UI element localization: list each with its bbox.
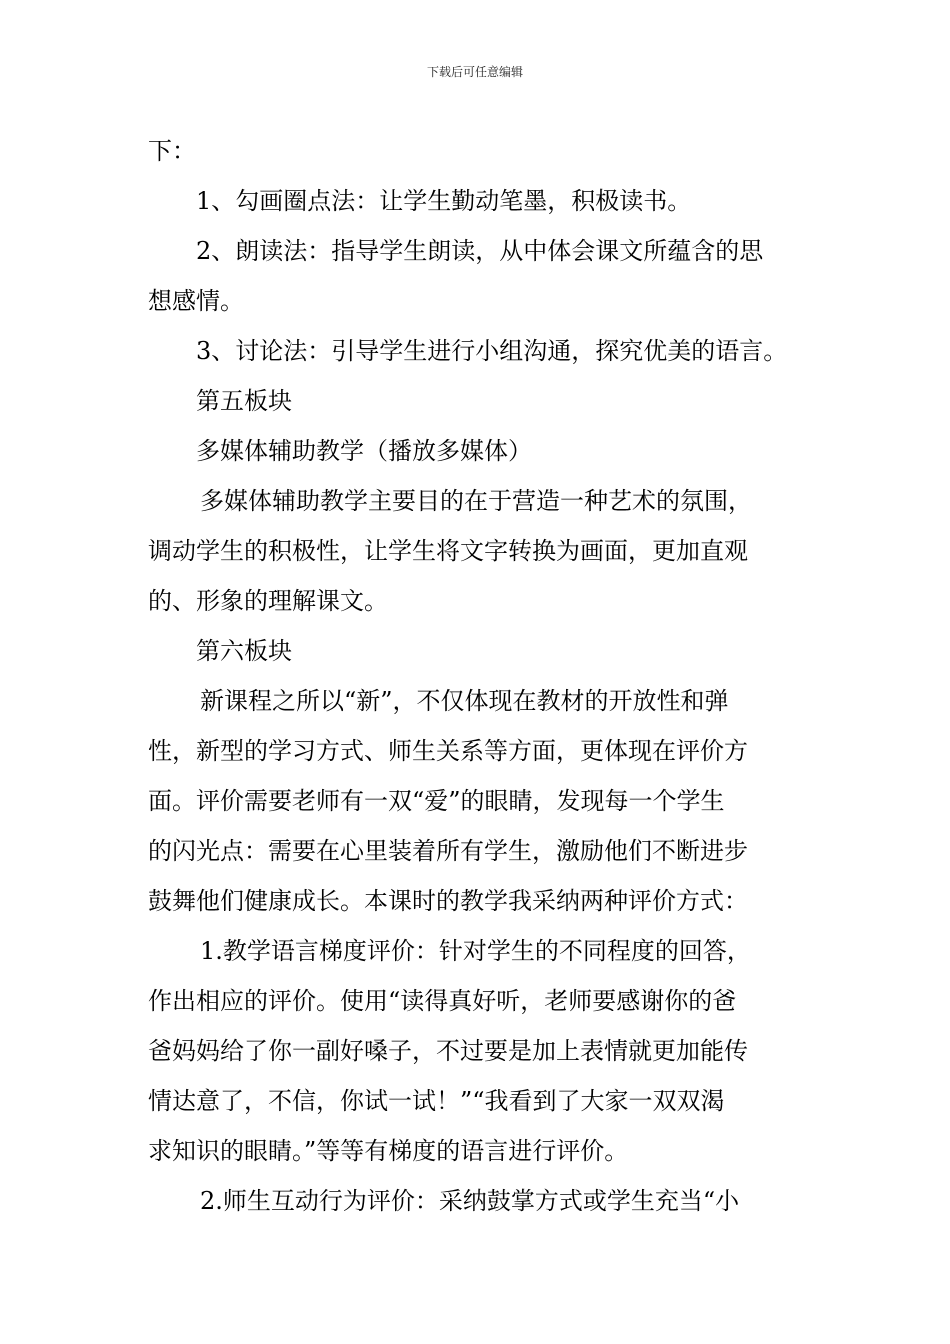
text-line: 1.教学语言梯度评价：针对学生的不同程度的回答，	[200, 937, 751, 965]
text-line: 的、形象的理解课文。	[148, 587, 388, 615]
text-line: 作出相应的评价。使用“读得真好听，老师要感谢你的爸	[148, 987, 737, 1015]
text-line: 鼓舞他们健康成长。本课时的教学我采纳两种评价方式：	[148, 887, 748, 915]
text-line: 面。评价需要老师有一双“爱”的眼睛，发现每一个学生	[148, 787, 725, 815]
text-line: 2.师生互动行为评价：采纳鼓掌方式或学生充当“小	[200, 1187, 740, 1215]
text-line: 下：	[148, 137, 196, 165]
page-header: 下载后可任意编辑	[426, 65, 523, 79]
text-line: 多媒体辅助教学主要目的在于营造一种艺术的氛围，	[200, 487, 752, 515]
text-line: 多媒体辅助教学（播放多媒体）	[196, 437, 532, 465]
text-line: 情达意了，不信，你试一试！”“我看到了大家一双双渴	[148, 1087, 725, 1115]
text-line: 调动学生的积极性，让学生将文字转换为画面，更加直观	[148, 537, 748, 565]
text-line: 求知识的眼睛。”等等有梯度的语言进行评价。	[148, 1137, 629, 1165]
text-line: 的闪光点：需要在心里装着所有学生，激励他们不断进步	[148, 837, 748, 865]
text-line: 3、讨论法：引导学生进行小组沟通，探究优美的语言。	[196, 337, 788, 365]
text-line: 性，新型的学习方式、师生关系等方面，更体现在评价方	[148, 737, 748, 765]
text-line: 新课程之所以“新”，不仅体现在教材的开放性和弹	[200, 687, 729, 715]
text-line: 2、朗读法：指导学生朗读，从中体会课文所蕴含的思	[196, 237, 764, 265]
text-line: 爸妈妈给了你一副好嗓子，不过要是加上表情就更加能传	[148, 1037, 748, 1065]
text-line: 想感情。	[148, 287, 244, 315]
section-heading: 第六板块	[196, 637, 292, 665]
text-line: 1、勾画圈点法：让学生勤动笔墨，积极读书。	[196, 187, 692, 215]
section-heading: 第五板块	[196, 387, 292, 415]
